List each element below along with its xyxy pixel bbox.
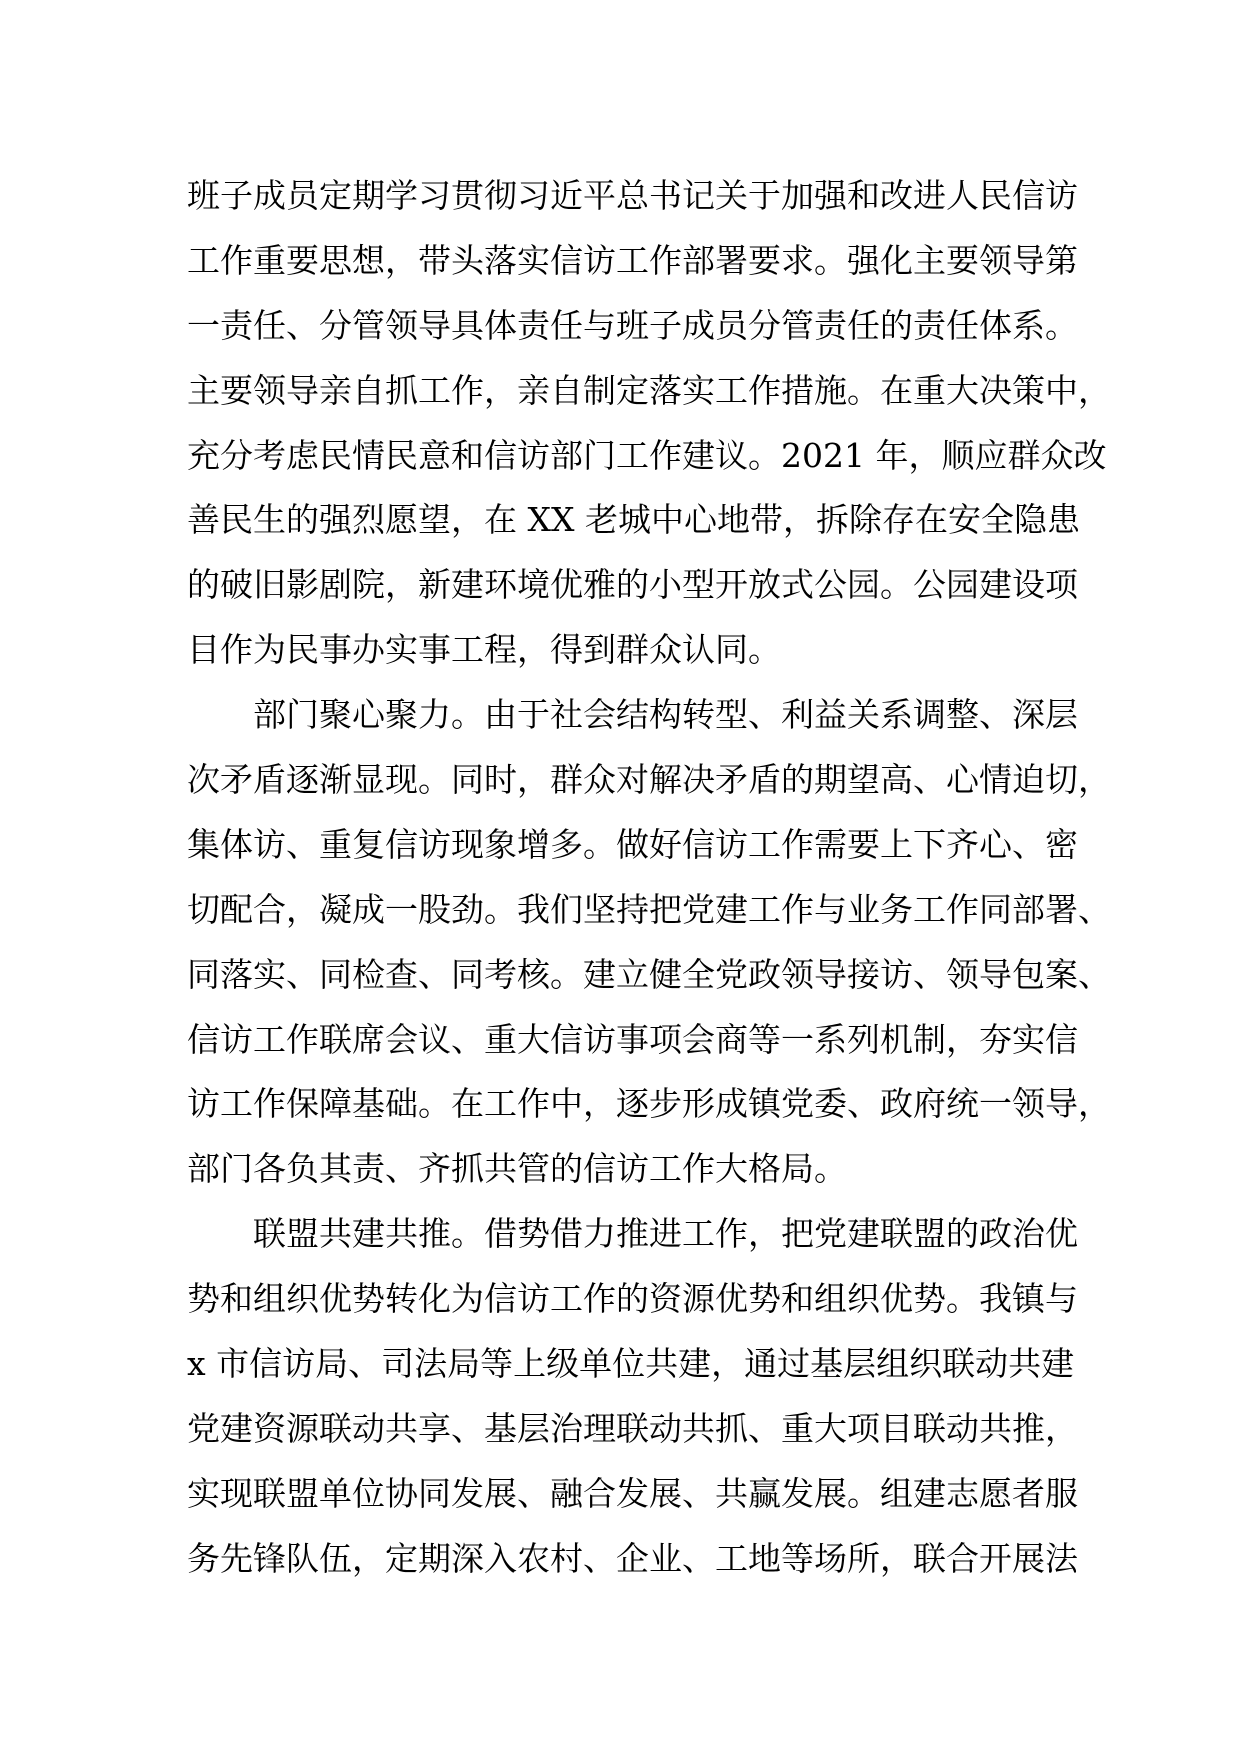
text-line: 充分考虑民情民意和信访部门工作建议。2021 年，顺应群众改 [187,435,1107,475]
text-line: 目作为民事办实事工程，得到群众认同。 [187,630,781,670]
text-line: 同落实、同检查、同考核。建立健全党政领导接访、领导包案、 [187,954,1111,994]
text-line: 访工作保障基础。在工作中，逐步形成镇党委、政府统一领导， [187,1084,1111,1124]
text-line: 实现联盟单位协同发展、融合发展、共赢发展。组建志愿者服 [187,1473,1078,1513]
text-line: 次矛盾逐渐显现。同时，群众对解决矛盾的期望高、心情迫切， [187,760,1111,800]
paragraph-start-line: 联盟共建共推。借势借力推进工作，把党建联盟的政治优 [253,1214,1078,1254]
text-line: 势和组织优势转化为信访工作的资源优势和组织优势。我镇与 [187,1279,1078,1319]
text-line: 工作重要思想，带头落实信访工作部署要求。强化主要领导第 [187,240,1078,280]
text-line: 善民生的强烈愿望，在 XX 老城中心地带，拆除存在安全隐患 [187,500,1080,540]
text-line: 务先锋队伍，定期深入农村、企业、工地等场所，联合开展法 [187,1538,1078,1578]
body-text [187,164,1111,1592]
text-line: 主要领导亲自抓工作，亲自制定落实工作措施。在重大决策中， [187,370,1111,410]
text-line: 班子成员定期学习贯彻习近平总书记关于加强和改进人民信访 [187,176,1078,215]
text-line: 党建资源联动共享、基层治理联动共抓、重大项目联动共推， [187,1408,1078,1448]
paragraph-start-line: 部门聚心聚力。由于社会结构转型、利益关系调整、深层 [253,695,1078,735]
text-line: 信访工作联席会议、重大信访事项会商等一系列机制，夯实信 [187,1019,1078,1059]
text-line: 切配合，凝成一股劲。我们坚持把党建工作与业务工作同部署、 [187,889,1111,929]
text-line: 部门各负其责、齐抓共管的信访工作大格局。 [187,1149,847,1189]
text-line: 的破旧影剧院，新建环境优雅的小型开放式公园。公园建设项 [187,565,1078,605]
text-line: x 市信访局、司法局等上级单位共建，通过基层组织联动共建 [187,1344,1075,1384]
text-line: 集体访、重复信访现象增多。做好信访工作需要上下齐心、密 [187,824,1078,864]
text-line: 一责任、分管领导具体责任与班子成员分管责任的责任体系。 [187,305,1078,345]
